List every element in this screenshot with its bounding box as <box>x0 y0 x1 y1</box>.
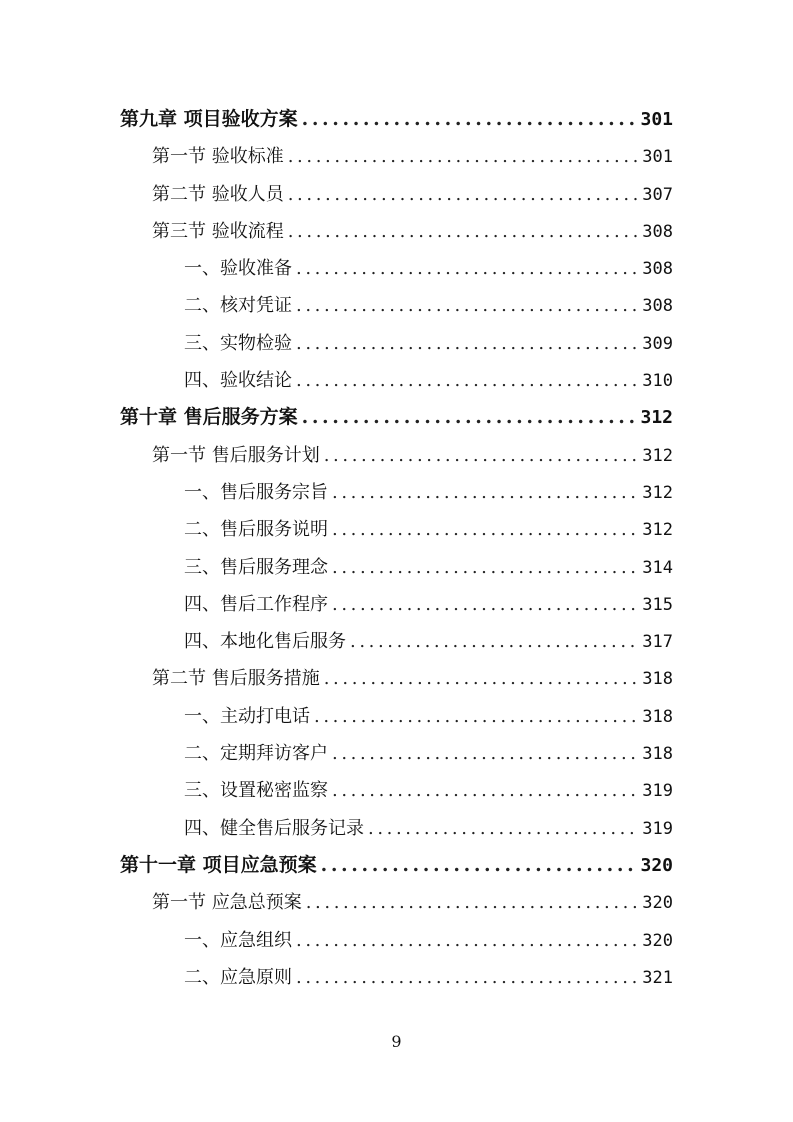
toc-entry-page: 318 <box>642 706 673 727</box>
toc-entry-page: 308 <box>642 221 673 242</box>
toc-entry-page: 315 <box>642 594 673 615</box>
toc-entry-page: 308 <box>642 296 673 317</box>
toc-entry-title: 第一节 验收标准 <box>152 146 284 168</box>
toc-dot-leader <box>302 399 637 436</box>
toc-dot-leader <box>350 623 638 660</box>
toc-entry-title: 四、健全售后服务记录 <box>184 817 364 839</box>
toc-entry-page: 309 <box>642 333 673 354</box>
toc-entry-page: 317 <box>642 632 673 653</box>
toc-entry[interactable] <box>120 474 673 511</box>
toc-entry-title: 第一节 售后服务计划 <box>152 444 320 466</box>
toc-entry-title: 三、售后服务理念 <box>184 556 328 578</box>
toc-entry-page: 307 <box>642 184 673 205</box>
toc-entry[interactable] <box>120 772 673 809</box>
toc-entry[interactable] <box>120 399 673 436</box>
toc-entry-title: 二、定期拜访客户 <box>184 743 328 765</box>
toc-entry-page: 320 <box>642 930 673 951</box>
toc-entry-page: 318 <box>642 744 673 765</box>
toc-entry-page: 312 <box>642 482 673 503</box>
toc-entry-page: 312 <box>640 407 673 429</box>
toc-entry-title: 四、售后工作程序 <box>184 593 328 615</box>
toc-entry[interactable] <box>120 362 673 399</box>
toc-entry-page: 310 <box>642 371 673 392</box>
toc-dot-leader <box>324 660 639 697</box>
toc-entry-title: 第十章 售后服务方案 <box>120 406 298 429</box>
toc-entry-page: 308 <box>642 259 673 280</box>
toc-entry[interactable] <box>120 847 673 884</box>
toc-dot-leader <box>288 176 639 213</box>
toc-entry-title: 二、售后服务说明 <box>184 519 328 541</box>
toc-dot-leader <box>306 884 639 921</box>
toc-entry[interactable] <box>120 959 673 996</box>
toc-entry-page: 314 <box>642 557 673 578</box>
toc-entry[interactable] <box>120 176 673 213</box>
toc-entry-title: 一、验收准备 <box>184 258 292 280</box>
toc-entry-page: 319 <box>642 781 673 802</box>
toc-entry-title: 第十一章 项目应急预案 <box>120 853 317 876</box>
toc-entry-title: 三、设置秘密监察 <box>184 780 328 802</box>
toc-entry[interactable] <box>120 437 673 474</box>
toc-dot-leader <box>302 101 637 138</box>
toc-entry[interactable] <box>120 287 673 324</box>
toc-entry-title: 四、验收结论 <box>184 370 292 392</box>
toc-dot-leader <box>288 213 639 250</box>
page-number: 9 <box>391 1032 402 1051</box>
toc-entry[interactable] <box>120 735 673 772</box>
toc-entry-page: 301 <box>642 147 673 168</box>
toc-dot-leader <box>296 959 638 996</box>
toc-entry-title: 第二节 验收人员 <box>152 183 284 205</box>
toc-entry-page: 319 <box>642 818 673 839</box>
toc-dot-leader <box>296 287 638 324</box>
toc-entry-title: 二、应急原则 <box>184 966 292 988</box>
toc-entry-title: 二、核对凭证 <box>184 295 292 317</box>
toc-dot-leader <box>296 922 638 959</box>
toc-dot-leader <box>332 772 638 809</box>
toc-entry[interactable] <box>120 810 673 847</box>
toc-entry[interactable] <box>120 623 673 660</box>
toc-dot-leader <box>332 511 638 548</box>
toc-entry-title: 一、应急组织 <box>184 929 292 951</box>
toc-entry-page: 320 <box>640 854 673 876</box>
toc-dot-leader <box>296 250 638 287</box>
toc-entry-title: 第二节 售后服务措施 <box>152 668 320 690</box>
toc-entry[interactable] <box>120 325 673 362</box>
toc-entry-page: 301 <box>640 109 673 130</box>
toc-entry[interactable] <box>120 884 673 921</box>
toc-entry-page: 318 <box>642 669 673 690</box>
table-of-contents <box>120 101 673 996</box>
toc-dot-leader <box>296 362 638 399</box>
toc-entry-title: 第九章 项目验收方案 <box>120 108 298 130</box>
toc-dot-leader <box>332 474 638 511</box>
toc-entry[interactable] <box>120 586 673 623</box>
toc-entry[interactable] <box>120 549 673 586</box>
toc-dot-leader <box>296 325 638 362</box>
toc-entry-title: 第一节 应急总预案 <box>152 892 302 914</box>
toc-entry[interactable] <box>120 922 673 959</box>
toc-entry[interactable] <box>120 250 673 287</box>
toc-entry[interactable] <box>120 511 673 548</box>
toc-entry-title: 四、本地化售后服务 <box>184 631 346 653</box>
toc-entry-title: 第三节 验收流程 <box>152 220 284 242</box>
toc-dot-leader <box>314 698 638 735</box>
toc-dot-leader <box>332 549 638 586</box>
toc-entry-page: 312 <box>642 445 673 466</box>
toc-dot-leader <box>288 138 639 175</box>
toc-entry[interactable] <box>120 213 673 250</box>
toc-entry[interactable] <box>120 660 673 697</box>
toc-dot-leader <box>332 586 638 623</box>
toc-entry[interactable] <box>120 138 673 175</box>
toc-entry-title: 三、实物检验 <box>184 332 292 354</box>
toc-entry-page: 320 <box>642 893 673 914</box>
toc-entry-page: 312 <box>642 520 673 541</box>
toc-entry-page: 321 <box>642 967 673 988</box>
toc-dot-leader <box>321 847 637 884</box>
toc-entry[interactable] <box>120 698 673 735</box>
toc-dot-leader <box>332 735 638 772</box>
toc-dot-leader <box>324 437 639 474</box>
toc-dot-leader <box>368 810 638 847</box>
toc-entry-title: 一、售后服务宗旨 <box>184 481 328 503</box>
toc-entry[interactable] <box>120 101 673 138</box>
toc-entry-title: 一、主动打电话 <box>184 705 310 727</box>
